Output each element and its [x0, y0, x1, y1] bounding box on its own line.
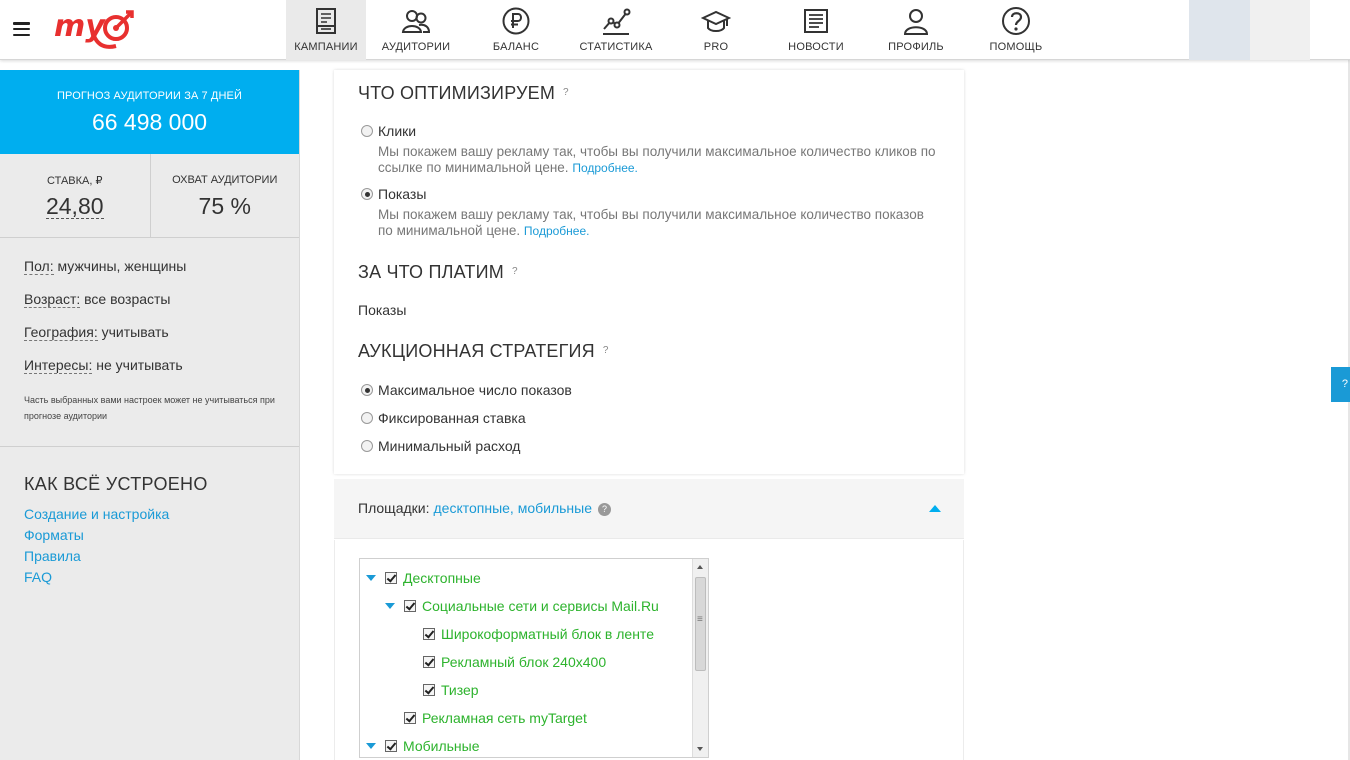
more-link[interactable]: Подробнее.: [523, 224, 590, 238]
tree-label: Рекламная сеть myTarget: [422, 710, 587, 726]
param-age: [24, 291, 275, 324]
reach-label: ОХВАТ АУДИТОРИИ: [172, 174, 278, 186]
targeting-summary: [0, 238, 299, 447]
tree-node-240x400[interactable]: [423, 652, 606, 672]
checkbox[interactable]: [385, 572, 397, 584]
forecast-value: 66 498 000: [91, 109, 208, 135]
nav-profile[interactable]: [866, 0, 966, 60]
platforms-label: Площадки:: [358, 500, 430, 516]
nav-statistics[interactable]: [566, 0, 666, 60]
param-interests: [24, 357, 275, 390]
checkbox[interactable]: [404, 600, 416, 612]
nav-news[interactable]: [766, 0, 866, 60]
clicks-description: [378, 144, 938, 176]
platforms-value[interactable]: десктопные, мобильные: [433, 500, 592, 516]
info-icon[interactable]: ?: [598, 503, 611, 516]
howto-link-formats[interactable]: Форматы: [24, 527, 84, 543]
radio-min-spend[interactable]: [361, 438, 520, 454]
tree-label: Десктопные: [403, 570, 481, 586]
param-key[interactable]: География:: [24, 324, 98, 340]
radio-button[interactable]: [361, 125, 373, 137]
pay-value: Показы: [358, 302, 407, 318]
platform-tree[interactable]: [359, 558, 709, 758]
menu-icon[interactable]: [13, 22, 30, 36]
param-value: учитывать: [101, 324, 169, 340]
nav-label: СТАТИСТИКА: [579, 41, 653, 53]
tree-scrollbar[interactable]: [692, 559, 708, 757]
radio-button[interactable]: [361, 440, 373, 452]
reach-value: 75 %: [198, 193, 251, 219]
reach-stat: [150, 154, 300, 237]
radio-impressions[interactable]: [361, 186, 426, 202]
param-key[interactable]: Пол:: [24, 258, 54, 274]
scroll-thumb[interactable]: [695, 577, 706, 671]
howto-link-faq[interactable]: FAQ: [24, 569, 53, 585]
checkbox[interactable]: [423, 656, 435, 668]
optimize-title-text: ЧТО ОПТИМИЗИРУЕМ: [358, 83, 556, 103]
radio-fixed-bid[interactable]: [361, 410, 526, 426]
bidding-panel: [334, 70, 964, 474]
radio-button[interactable]: [361, 412, 373, 424]
checkbox[interactable]: [423, 684, 435, 696]
checkbox[interactable]: [423, 628, 435, 640]
auction-title: [358, 341, 609, 362]
scroll-up-arrow-icon[interactable]: [697, 565, 703, 569]
desc-text: Мы покажем вашу рекламу так, чтобы вы получили максимальное количество кликов по ссылке по минимальной цене.: [378, 144, 936, 175]
param-gender: [24, 258, 275, 291]
bid-stat: [0, 154, 150, 237]
nav-pro[interactable]: [666, 0, 766, 60]
svg-text:my: my: [54, 9, 105, 44]
param-value: мужчины, женщины: [57, 258, 187, 274]
param-value: не учитывать: [96, 357, 183, 373]
tree-label: Социальные сети и сервисы Mail.Ru: [422, 598, 659, 614]
forecast-note: Часть выбранных вами настроек может не учитываться при прогнозе аудитории: [24, 395, 275, 421]
profile-icon: [901, 6, 931, 36]
ruble-icon: [501, 6, 531, 36]
help-icon: [1001, 6, 1031, 36]
tree-label: Широкоформатный блок в ленте: [441, 626, 654, 642]
nav-label: ПРОФИЛЬ: [888, 41, 944, 53]
nav-label: НОВОСТИ: [788, 41, 844, 53]
param-key[interactable]: Возраст:: [24, 291, 81, 307]
radio-label: Минимальный расход: [378, 438, 521, 454]
tree-label: Тизер: [441, 682, 479, 698]
chart-icon: [601, 6, 631, 36]
tree-node-desktop[interactable]: [366, 568, 481, 588]
nav-label: БАЛАНС: [492, 41, 540, 53]
stats-row: [0, 154, 299, 238]
nav-label: ПОМОЩЬ: [989, 41, 1043, 53]
nav-label: PRO: [703, 41, 729, 53]
param-geo: [24, 324, 275, 357]
help-question-mark[interactable]: ?: [511, 266, 518, 277]
radio-label: Фиксированная ставка: [378, 410, 526, 426]
param-key[interactable]: Интересы:: [24, 357, 93, 373]
howto-title: КАК ВСЁ УСТРОЕНО: [24, 474, 208, 494]
tree-node-wide-block[interactable]: [423, 624, 654, 644]
tree-node-teaser[interactable]: [423, 680, 479, 700]
nav-label: АУДИТОРИИ: [381, 41, 451, 53]
bid-label: СТАВКА, ₽: [47, 175, 103, 187]
radio-label: Максимальное число показов: [378, 382, 572, 398]
optimize-title: [358, 83, 569, 104]
tree-node-social[interactable]: [385, 596, 659, 616]
scroll-down-arrow-icon[interactable]: [697, 747, 703, 751]
tree-node-mobile[interactable]: [366, 736, 480, 756]
nav-audiences[interactable]: [366, 0, 466, 60]
news-icon: [801, 6, 831, 36]
howto-link-create[interactable]: Создание и настройка: [24, 506, 170, 522]
header-account-area[interactable]: [1189, 0, 1250, 60]
pay-title-text: ЗА ЧТО ПЛАТИМ: [358, 262, 504, 282]
tree-label: Мобильные: [403, 738, 480, 754]
expand-arrow-icon[interactable]: [366, 575, 376, 581]
bid-value[interactable]: 24,80: [45, 193, 104, 219]
radio-label: Показы: [378, 186, 427, 202]
pay-title: [358, 262, 518, 283]
graduation-cap-icon: [701, 6, 731, 36]
expand-arrow-icon[interactable]: [385, 603, 395, 609]
tree-label: Рекламный блок 240x400: [441, 654, 607, 670]
radio-max-impressions[interactable]: [361, 382, 572, 398]
help-question-mark[interactable]: ?: [602, 345, 609, 356]
platforms-header[interactable]: [334, 479, 964, 539]
nav-help[interactable]: [966, 0, 1066, 60]
expand-arrow-icon[interactable]: [366, 743, 376, 749]
param-value: все возрасты: [84, 291, 171, 307]
top-header: [0, 0, 1350, 60]
nav-campaigns[interactable]: [286, 0, 366, 60]
radio-button[interactable]: [361, 188, 373, 200]
radio-label: Клики: [378, 123, 417, 139]
radio-clicks[interactable]: [361, 123, 416, 139]
auction-title-text: АУКЦИОННАЯ СТРАТЕГИЯ: [358, 341, 595, 361]
audience-forecast: [0, 70, 299, 154]
forecast-label: ПРОГНОЗ АУДИТОРИИ ЗА 7 ДНЕЙ: [57, 90, 242, 102]
collapse-arrow-icon[interactable]: [929, 505, 941, 512]
main-nav: [286, 0, 1066, 60]
checkbox[interactable]: [404, 712, 416, 724]
platforms-summary: [358, 500, 611, 516]
howto-link-rules[interactable]: Правила: [24, 548, 81, 564]
header-extra-area[interactable]: [1250, 0, 1310, 60]
audiences-icon: [401, 6, 431, 36]
campaigns-icon: [311, 6, 341, 36]
radio-button[interactable]: [361, 384, 373, 396]
platforms-body: [334, 540, 964, 760]
mytarget-logo[interactable]: [54, 6, 136, 52]
tree-node-mytarget-network[interactable]: [404, 708, 587, 728]
nav-label: КАМПАНИИ: [294, 41, 358, 53]
desc-text: Мы покажем вашу рекламу так, чтобы вы получили максимальное количество показов по минимальной цене.: [378, 207, 924, 238]
more-link[interactable]: Подробнее.: [572, 161, 638, 175]
nav-balance[interactable]: [466, 0, 566, 60]
impressions-description: [378, 207, 938, 239]
left-sidebar: [0, 70, 300, 760]
feedback-tab[interactable]: ?: [1331, 367, 1350, 402]
checkbox[interactable]: [385, 740, 397, 752]
help-question-mark[interactable]: ?: [563, 87, 569, 98]
howto-section: [0, 447, 299, 588]
